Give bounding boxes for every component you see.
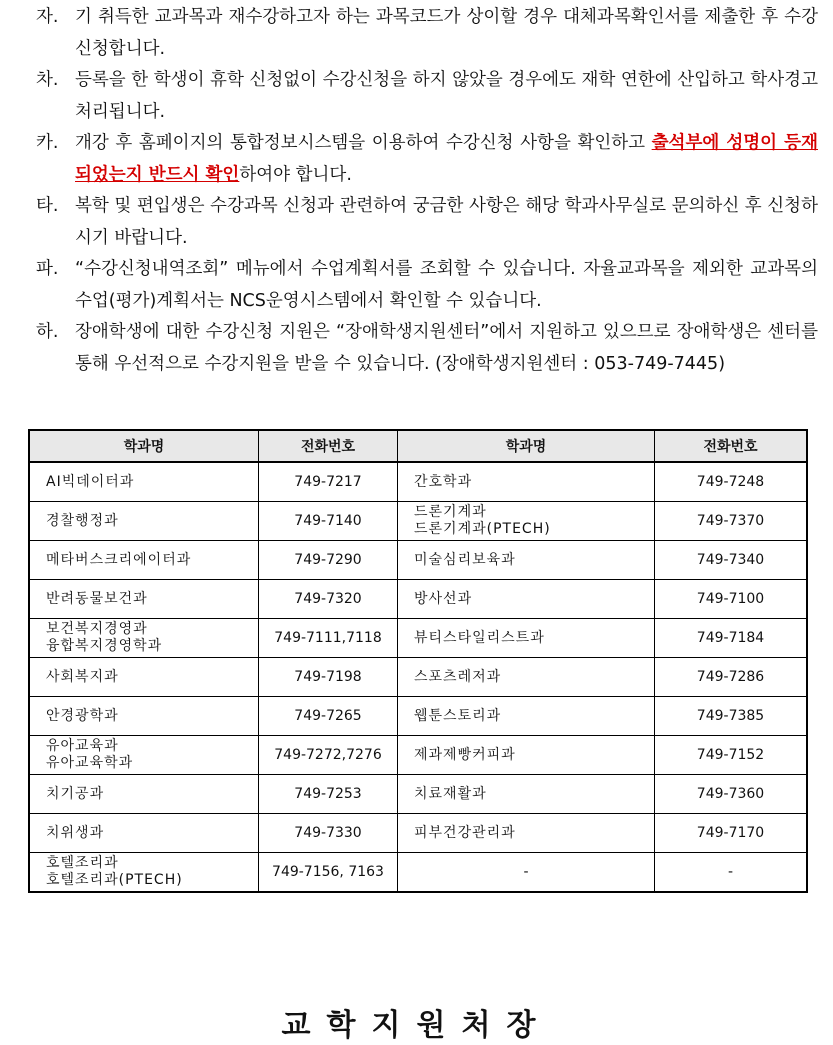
notice-item (36, 128, 818, 191)
department-cell (398, 736, 655, 775)
department-name: 제과제빵커피과 (414, 746, 516, 763)
phone-cell: 749-7152 (655, 736, 808, 775)
item-text: 기 취득한 교과목과 재수강하고자 하는 과목코드가 상이할 경우 대체과목확인서를 제출한 후 수강 신청합니다. (75, 7, 818, 59)
phone-cell: 749-7360 (655, 775, 808, 814)
department-name: 보건복지경영과 (46, 621, 148, 637)
department-name: 메타버스크리에이터과 (46, 551, 192, 568)
notice-item (36, 191, 818, 254)
table-row (29, 580, 807, 619)
department-name: 간호학과 (414, 473, 473, 490)
item-text (75, 133, 818, 185)
department-name: 치기공과 (46, 785, 105, 802)
phone-cell: 749-7100 (655, 580, 808, 619)
department-cell (398, 658, 655, 697)
phone-cell: 749-7248 (655, 462, 808, 502)
department-name: 방사선과 (414, 590, 473, 607)
header-phone: 전화번호 (259, 430, 398, 462)
department-name: 치위생과 (46, 824, 105, 841)
department-cell (29, 541, 259, 580)
department-cell (398, 775, 655, 814)
phone-cell: 749-7170 (655, 814, 808, 853)
department-cell (29, 697, 259, 736)
department-name: 웹툰스토리과 (414, 707, 502, 724)
department-cell (29, 462, 259, 502)
table-header-row (29, 430, 807, 462)
department-cell (29, 814, 259, 853)
department-cell (398, 697, 655, 736)
phone-cell: 749-7111,7118 (259, 619, 398, 658)
department-cell (398, 502, 655, 541)
department-cell (29, 775, 259, 814)
table-row (29, 736, 807, 775)
department-name: 유아교육과 (46, 738, 119, 754)
department-cell (29, 658, 259, 697)
department-name: 뷰티스타일리스트과 (414, 629, 545, 646)
department-name: 경찰행정과 (46, 512, 119, 529)
header-department: 학과명 (398, 430, 655, 462)
phone-cell: 749-7140 (259, 502, 398, 541)
department-cell (398, 541, 655, 580)
phone-cell: 749-7265 (259, 697, 398, 736)
item-text-part: 하여야 합니다. (239, 164, 352, 185)
phone-cell: 749-7253 (259, 775, 398, 814)
phone-cell: 749-7198 (259, 658, 398, 697)
department-cell (29, 580, 259, 619)
phone-cell: 749-7370 (655, 502, 808, 541)
department-phone-table (28, 429, 808, 893)
item-marker: 카. (36, 133, 59, 153)
department-cell (398, 619, 655, 658)
table-row (29, 462, 807, 502)
department-name: 안경광학과 (46, 707, 119, 724)
department-name: 피부건강관리과 (414, 824, 516, 841)
department-name: 반려동물보건과 (46, 590, 148, 607)
notice-item (36, 2, 818, 65)
phone-cell: 749-7340 (655, 541, 808, 580)
phone-cell: 749-7385 (655, 697, 808, 736)
department-name: 미술심리보육과 (414, 551, 516, 568)
item-text-part: 개강 후 홈페이지의 통합정보시스템을 이용하여 수강신청 사항을 확인하고 (75, 133, 652, 153)
department-name: 드론기계과 (414, 504, 487, 520)
header-phone: 전화번호 (655, 430, 808, 462)
header-department: 학과명 (29, 430, 259, 462)
department-name: 치료재활과 (414, 785, 487, 802)
signature-title: 교학지원처장 (281, 1008, 552, 1043)
notice-list (36, 2, 818, 380)
item-text: 등록을 한 학생이 휴학 신청없이 수강신청을 하지 않았을 경우에도 재학 연한에 산입하고 학사경고 처리됩니다. (75, 70, 818, 122)
item-marker: 파. (36, 259, 59, 279)
department-cell (29, 853, 259, 893)
table-row (29, 541, 807, 580)
phone-cell: - (655, 853, 808, 893)
item-marker: 자. (36, 7, 59, 27)
department-name: 호텔조리과 (46, 855, 119, 871)
table-row (29, 619, 807, 658)
department-name: 융합복지경영학과 (46, 638, 163, 654)
item-text: “수강신청내역조회” 메뉴에서 수업계획서를 조회할 수 있습니다. 자율교과목을 제외한 교과목의 수업(평가)계획서는 NCS운영시스템에서 확인할 수 있습니다. (75, 259, 818, 311)
item-marker: 하. (36, 322, 59, 342)
department-cell: - (398, 853, 655, 893)
phone-cell: 749-7330 (259, 814, 398, 853)
phone-cell: 749-7286 (655, 658, 808, 697)
phone-cell: 749-7184 (655, 619, 808, 658)
department-name: 스포츠레저과 (414, 668, 502, 685)
table-row (29, 853, 807, 893)
table-row (29, 658, 807, 697)
item-marker: 타. (36, 196, 59, 216)
phone-cell: 749-7156, 7163 (259, 853, 398, 893)
phone-cell: 749-7217 (259, 462, 398, 502)
department-name: 유아교육학과 (46, 755, 134, 771)
notice-item (36, 317, 818, 380)
department-name: 드론기계과(PTECH) (414, 521, 551, 537)
department-cell (29, 736, 259, 775)
department-cell (398, 580, 655, 619)
department-cell (398, 462, 655, 502)
phone-cell: 749-7272,7276 (259, 736, 398, 775)
phone-cell: 749-7320 (259, 580, 398, 619)
item-text: 복학 및 편입생은 수강과목 신청과 관련하여 궁금한 사항은 해당 학과사무실로 문의하신 후 신청하시기 바랍니다. (75, 196, 818, 248)
department-cell (398, 814, 655, 853)
item-marker: 차. (36, 70, 59, 90)
notice-item (36, 65, 818, 128)
table-row (29, 502, 807, 541)
table-row (29, 814, 807, 853)
department-cell (29, 619, 259, 658)
department-name: 호텔조리과(PTECH) (46, 872, 183, 888)
phone-cell: 749-7290 (259, 541, 398, 580)
department-cell (29, 502, 259, 541)
department-name: 사회복지과 (46, 668, 119, 685)
department-name: AI빅데이터과 (46, 473, 135, 490)
notice-item (36, 254, 818, 317)
item-text: 장애학생에 대한 수강신청 지원은 “장애학생지원센터”에서 지원하고 있으므로 장애학생은 센터를 통해 우선적으로 수강지원을 받을 수 있습니다. (장애학생지원센터 : 053-749-7445) (75, 322, 818, 374)
table-row (29, 775, 807, 814)
emphasis-text: 출석부에 성명이 등재되었는지 반드시 확인 (75, 133, 818, 185)
table-row (29, 697, 807, 736)
